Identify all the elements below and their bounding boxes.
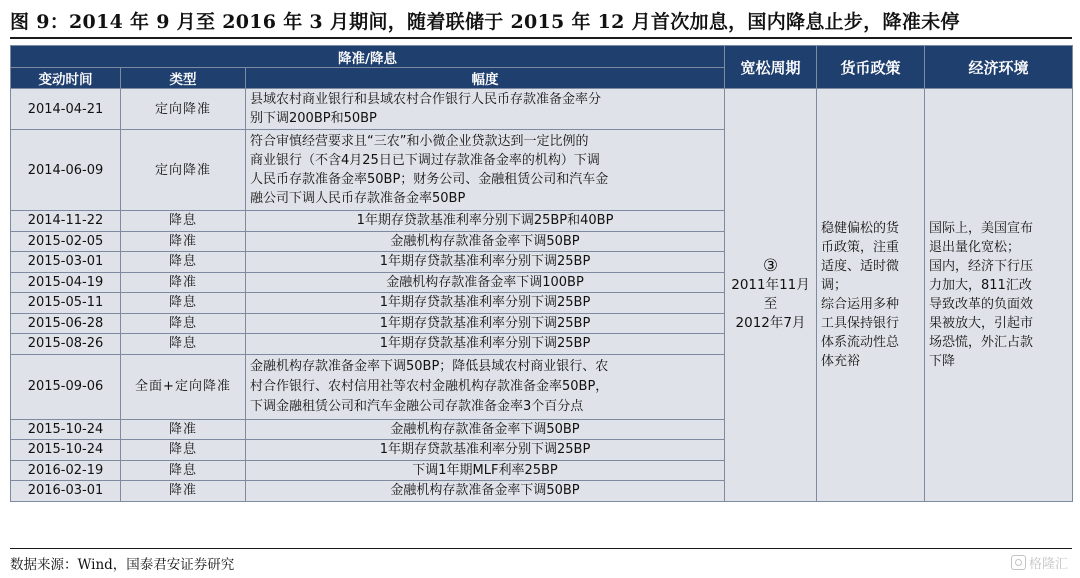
row-amount bbox=[246, 334, 725, 355]
row-amount-line: 1年期存贷款基准利率分别下调25BP bbox=[379, 442, 591, 458]
row-type: 全面+定向降准 bbox=[121, 354, 246, 419]
footer-divider bbox=[10, 548, 1072, 549]
row-amount-line: 村合作银行、农村信用社等农村金融机构存款准备金率50BP， bbox=[250, 378, 609, 394]
row-type: 定向降准 bbox=[121, 89, 246, 130]
economy-line: 场恐慌，外汇占款 bbox=[929, 334, 1034, 350]
row-amount-line: 金融机构存款准备金率下调50BP bbox=[390, 233, 580, 249]
policy-line: 体充裕 bbox=[821, 353, 861, 369]
row-amount-line: 别下调200BP和50BP bbox=[250, 111, 377, 126]
row-date: 2015-08-26 bbox=[11, 334, 121, 355]
easing-cycle-cell bbox=[725, 89, 817, 502]
header-policy: 货币政策 bbox=[817, 46, 925, 89]
row-amount bbox=[246, 354, 725, 419]
economy-line: 下降 bbox=[929, 353, 956, 369]
row-amount-line: 县域农村商业银行和县域农村合作银行人民币存款准备金率分 bbox=[250, 92, 602, 107]
row-type: 降息 bbox=[121, 334, 246, 355]
policy-line: 稳健偏松的货 bbox=[821, 220, 900, 236]
table-row bbox=[11, 89, 1073, 130]
header-row-1 bbox=[11, 46, 1073, 68]
row-amount bbox=[246, 252, 725, 273]
row-amount-line: 金融机构存款准备金率下调50BP bbox=[390, 483, 580, 499]
row-type: 降息 bbox=[121, 252, 246, 273]
row-date: 2015-10-24 bbox=[11, 419, 121, 440]
row-amount bbox=[246, 481, 725, 502]
row-date: 2015-03-01 bbox=[11, 252, 121, 273]
policy-line: 综合运用多种 bbox=[821, 296, 900, 312]
policy-line: 体系流动性总 bbox=[821, 334, 900, 350]
row-amount-line: 下调金融租赁公司和汽车金融公司存款准备金率3个百分点 bbox=[250, 398, 584, 414]
cycle-end: 2012年7月 bbox=[735, 314, 806, 331]
row-amount-line: 1年期存贷款基准利率分别下调25BP bbox=[379, 295, 591, 311]
row-amount-line: 金融机构存款准备金率下调100BP bbox=[386, 274, 584, 290]
row-amount bbox=[246, 89, 725, 130]
policy-line: 币政策，注重 bbox=[821, 239, 900, 255]
row-type: 降准 bbox=[121, 419, 246, 440]
row-amount bbox=[246, 211, 725, 232]
cycle-start: 2011年11月 bbox=[731, 276, 810, 293]
row-type: 降准 bbox=[121, 272, 246, 293]
header-economy: 经济环境 bbox=[925, 46, 1073, 89]
row-type: 降准 bbox=[121, 481, 246, 502]
row-date: 2016-03-01 bbox=[11, 481, 121, 502]
header-amount: 幅度 bbox=[246, 68, 725, 89]
economic-environment-cell bbox=[925, 89, 1073, 502]
row-date: 2014-06-09 bbox=[11, 130, 121, 211]
row-type: 降息 bbox=[121, 313, 246, 334]
row-amount-line: 融公司下调人民币存款准备金率50BP bbox=[250, 191, 466, 206]
row-date: 2015-06-28 bbox=[11, 313, 121, 334]
rate-cut-table bbox=[10, 45, 1073, 502]
economy-line: 力加大，811汇改 bbox=[929, 277, 1032, 293]
row-amount-line: 1年期存贷款基准利率分别下调25BP bbox=[379, 254, 591, 270]
row-amount-line: 1年期存贷款基准利率分别下调25BP bbox=[379, 336, 591, 352]
row-amount bbox=[246, 419, 725, 440]
row-amount-line: 1年期存贷款基准利率分别下调25BP和40BP bbox=[356, 213, 614, 229]
row-amount-line: 下调1年期MLF利率25BP bbox=[412, 462, 558, 478]
row-date: 2016-02-19 bbox=[11, 460, 121, 481]
row-amount bbox=[246, 440, 725, 461]
cycle-number: ③ bbox=[762, 255, 779, 276]
row-date: 2015-09-06 bbox=[11, 354, 121, 419]
row-date: 2015-02-05 bbox=[11, 231, 121, 252]
row-date: 2015-04-19 bbox=[11, 272, 121, 293]
policy-line: 适度、适时微 bbox=[821, 258, 900, 274]
row-amount bbox=[246, 460, 725, 481]
monetary-policy-cell bbox=[817, 89, 925, 502]
row-amount bbox=[246, 272, 725, 293]
header-date: 变动时间 bbox=[11, 68, 121, 89]
economy-line: 国际上，美国宣布 bbox=[929, 220, 1034, 236]
row-type: 降息 bbox=[121, 440, 246, 461]
header-cycle: 宽松周期 bbox=[725, 46, 817, 89]
watermark-text: 格隆汇 bbox=[1028, 557, 1068, 572]
group-header: 降准/降息 bbox=[11, 46, 725, 68]
economy-line: 国内，经济下行压 bbox=[929, 258, 1034, 274]
row-amount bbox=[246, 293, 725, 314]
row-amount bbox=[246, 313, 725, 334]
row-amount-line: 金融机构存款准备金率下调50BP；降低县域农村商业银行、农 bbox=[250, 358, 609, 374]
row-type: 降息 bbox=[121, 293, 246, 314]
header-type: 类型 bbox=[121, 68, 246, 89]
row-type: 降息 bbox=[121, 460, 246, 481]
policy-line: 调； bbox=[821, 277, 848, 293]
row-amount bbox=[246, 231, 725, 252]
title-divider bbox=[10, 37, 1072, 39]
watermark-logo-icon bbox=[1011, 555, 1026, 570]
row-amount-line: 符合审慎经营要求且“三农”和小微企业贷款达到一定比例的 bbox=[250, 134, 589, 149]
policy-line: 工具保持银行 bbox=[821, 315, 900, 331]
row-amount bbox=[246, 130, 725, 211]
row-type: 降准 bbox=[121, 231, 246, 252]
economy-line: 导致改革的负面效 bbox=[929, 296, 1034, 312]
watermark bbox=[1011, 553, 1068, 572]
row-amount-line: 商业银行（不含4月25日已下调过存款准备金率的机构）下调 bbox=[250, 153, 600, 168]
row-date: 2015-10-24 bbox=[11, 440, 121, 461]
row-amount-line: 金融机构存款准备金率下调50BP bbox=[390, 421, 580, 437]
source-note: 数据来源：Wind，国泰君安证券研究 bbox=[10, 557, 235, 573]
economy-line: 退出量化宽松； bbox=[929, 239, 1021, 255]
figure-title: 图 9：2014 年 9 月至 2016 年 3 月期间，随着联储于 2015 年 12 月首次加息，国内降息止步，降准未停 bbox=[10, 11, 960, 33]
row-date: 2014-04-21 bbox=[11, 89, 121, 130]
row-type: 降息 bbox=[121, 211, 246, 232]
row-date: 2015-05-11 bbox=[11, 293, 121, 314]
row-amount-line: 人民币存款准备金率50BP；财务公司、金融租赁公司和汽车金 bbox=[250, 172, 609, 187]
economy-line: 果被放大，引起市 bbox=[929, 315, 1034, 331]
row-type: 定向降准 bbox=[121, 130, 246, 211]
row-date: 2014-11-22 bbox=[11, 211, 121, 232]
cycle-to: 至 bbox=[763, 295, 778, 312]
row-amount-line: 1年期存贷款基准利率分别下调25BP bbox=[379, 315, 591, 331]
